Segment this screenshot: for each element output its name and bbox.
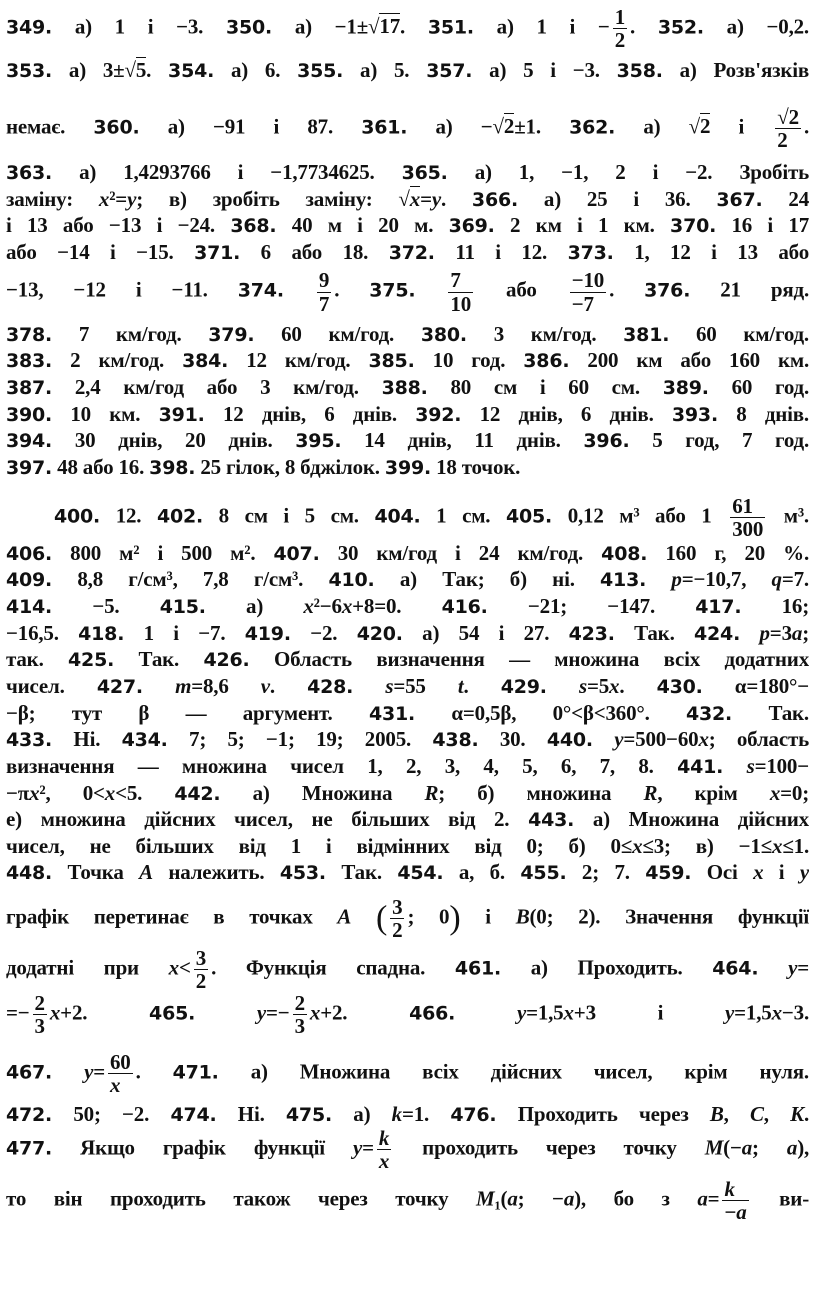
text-line: 394. 30 днів, 20 днів. 395. 14 днів, 11 днів. 396. 5 год, 7 год. [6,428,809,453]
text-line: 472. 50; −2. 474. Ні. 475. а) k=1. 476. Проходить через B, C, K. [6,1101,809,1126]
text-line: 448. Точка A належить. 453. Так. 454. а, б. 455. 2; 7. 459. Осі x і y [6,860,809,885]
text-line: −πx², 0<x<5. 442. а) Множина R; б) множина R, крім x=0; [6,780,809,805]
text-line: 406. 800 м² і 500 м². 407. 30 км/год і 24 км/год. 408. 160 г, 20 %. [6,540,809,565]
text-line: чисел, не більших від 1 і відмінних від 0; б) 0≤x≤3; в) −1≤x≤1. [6,833,809,858]
text-line: і 13 або −13 і −24. 368. 40 м і 20 м. 369. 2 км і 1 км. 370. 16 і 17 [6,213,809,238]
text-line: −13, −12 і −11. 374. $\frac{9}{7}$ . 375. $\frac{7}{10}$ або $\frac{-10}{-7}$ . 376. 21 ряд. [6,269,809,315]
text-line: заміну: x²=y; в) зробіть заміну: √x=y. 366. а) 25 і 36. 367. 24 [6,186,809,211]
text-line: 363. а) 1,4293766 і −1,7734625. 365. а) 1, −1, 2 і −2. Зробіть [6,159,809,184]
text-line: е) множина дійсних чисел, не більших від 2. 443. а) Множина дійсних [6,807,809,832]
text-line: немає. 360. а) −91 і 87. 361. а) −√2±1. 362. а) √2 і $\frac{√2}{2}$ . [6,105,809,151]
text-line: то він проходить також через точку M₁(a; −a), бо з a= $\frac{k}{-a}$ ви- [6,1178,809,1224]
text-line: 349. а) 1 і −3. 350. а) −1±√17. 351. а) 1 і − $\frac{1}{2}$ . 352. а) −0,2. [6,6,809,52]
text-line: 433. Ні. 434. 7; 5; −1; 19; 2005. 438. 30. 440. y=500−60x; область [6,727,809,752]
text-line: 409. 8,8 г/см³, 7,8 г/см³. 410. а) Так; б) ні. 413. p=−10,7, q=7. [6,567,809,592]
text-line: 387. 2,4 км/год або 3 км/год. 388. 80 см і 60 см. 389. 60 год. [6,374,809,399]
text-line: −16,5. 418. 1 і −7. 419. −2. 420. а) 54 і 27. 423. Так. 424. p=3a; [6,620,809,645]
text-line: 400. 12. 402. 8 см і 5 см. 404. 1 см. 405. 0,12 м³ або 1 $\frac{61}{300}$ м³. [54,494,809,540]
text-line: 467. y= $\frac{60}{x}$ . 471. а) Множина всіх дійсних чисел, крім нуля. [6,1051,809,1097]
text-line: графік перетинає в точках A ( $\frac{3}{2}$ ; 0) і B(0; 2). Значення функції [6,896,809,942]
text-line: 477. Якщо графік функції y= $\frac{k}{x}$ проходить через точку M(−a; a), [6,1127,809,1173]
text-line: =− $\frac{2}{3}$ x+2. 465. y=− $\frac{2}{3}$ x+2. 466. y=1,5x+3 і y=1,5x−3. [6,992,809,1038]
text-line: 397. 48 або 16. 398. 25 гілок, 8 бджілок. 399. 18 точок. [6,454,521,479]
text-line: або −14 і −15. 371. 6 або 18. 372. 11 і 12. 373. 1, 12 і 13 або [6,239,809,264]
text-line: 390. 10 км. 391. 12 днів, 6 днів. 392. 12 днів, 6 днів. 393. 8 днів. [6,401,809,426]
text-line: так. 425. Так. 426. Область визначення — множина всіх додатних [6,647,809,672]
text-line: 414. −5. 415. а) x²−6x+8=0. 416. −21; −147. 417. 16; [6,593,809,618]
text-line: визначення — множина чисел 1, 2, 3, 4, 5, 6, 7, 8. 441. s=100− [6,753,809,778]
text-line: додатні при x< $\frac{3}{2}$ . Функція спадна. 461. а) Проходить. 464. y= [6,947,809,993]
text-line: чисел. 427. m=8,6 v. 428. s=55 t. 429. s=5x. 430. α=180°− [6,673,809,698]
text-line: 378. 7 км/год. 379. 60 км/год. 380. 3 км/год. 381. 60 км/год. [6,321,809,346]
text-line: −β; тут β — аргумент. 431. α=0,5β, 0°<β<360°. 432. Так. [6,700,809,725]
text-line: 383. 2 км/год. 384. 12 км/год. 385. 10 год. 386. 200 км або 160 км. [6,348,809,373]
text-line: 353. а) 3±√5. 354. а) 6. 355. а) 5. 357. а) 5 і −3. 358. а) Розв'язків [6,58,809,83]
